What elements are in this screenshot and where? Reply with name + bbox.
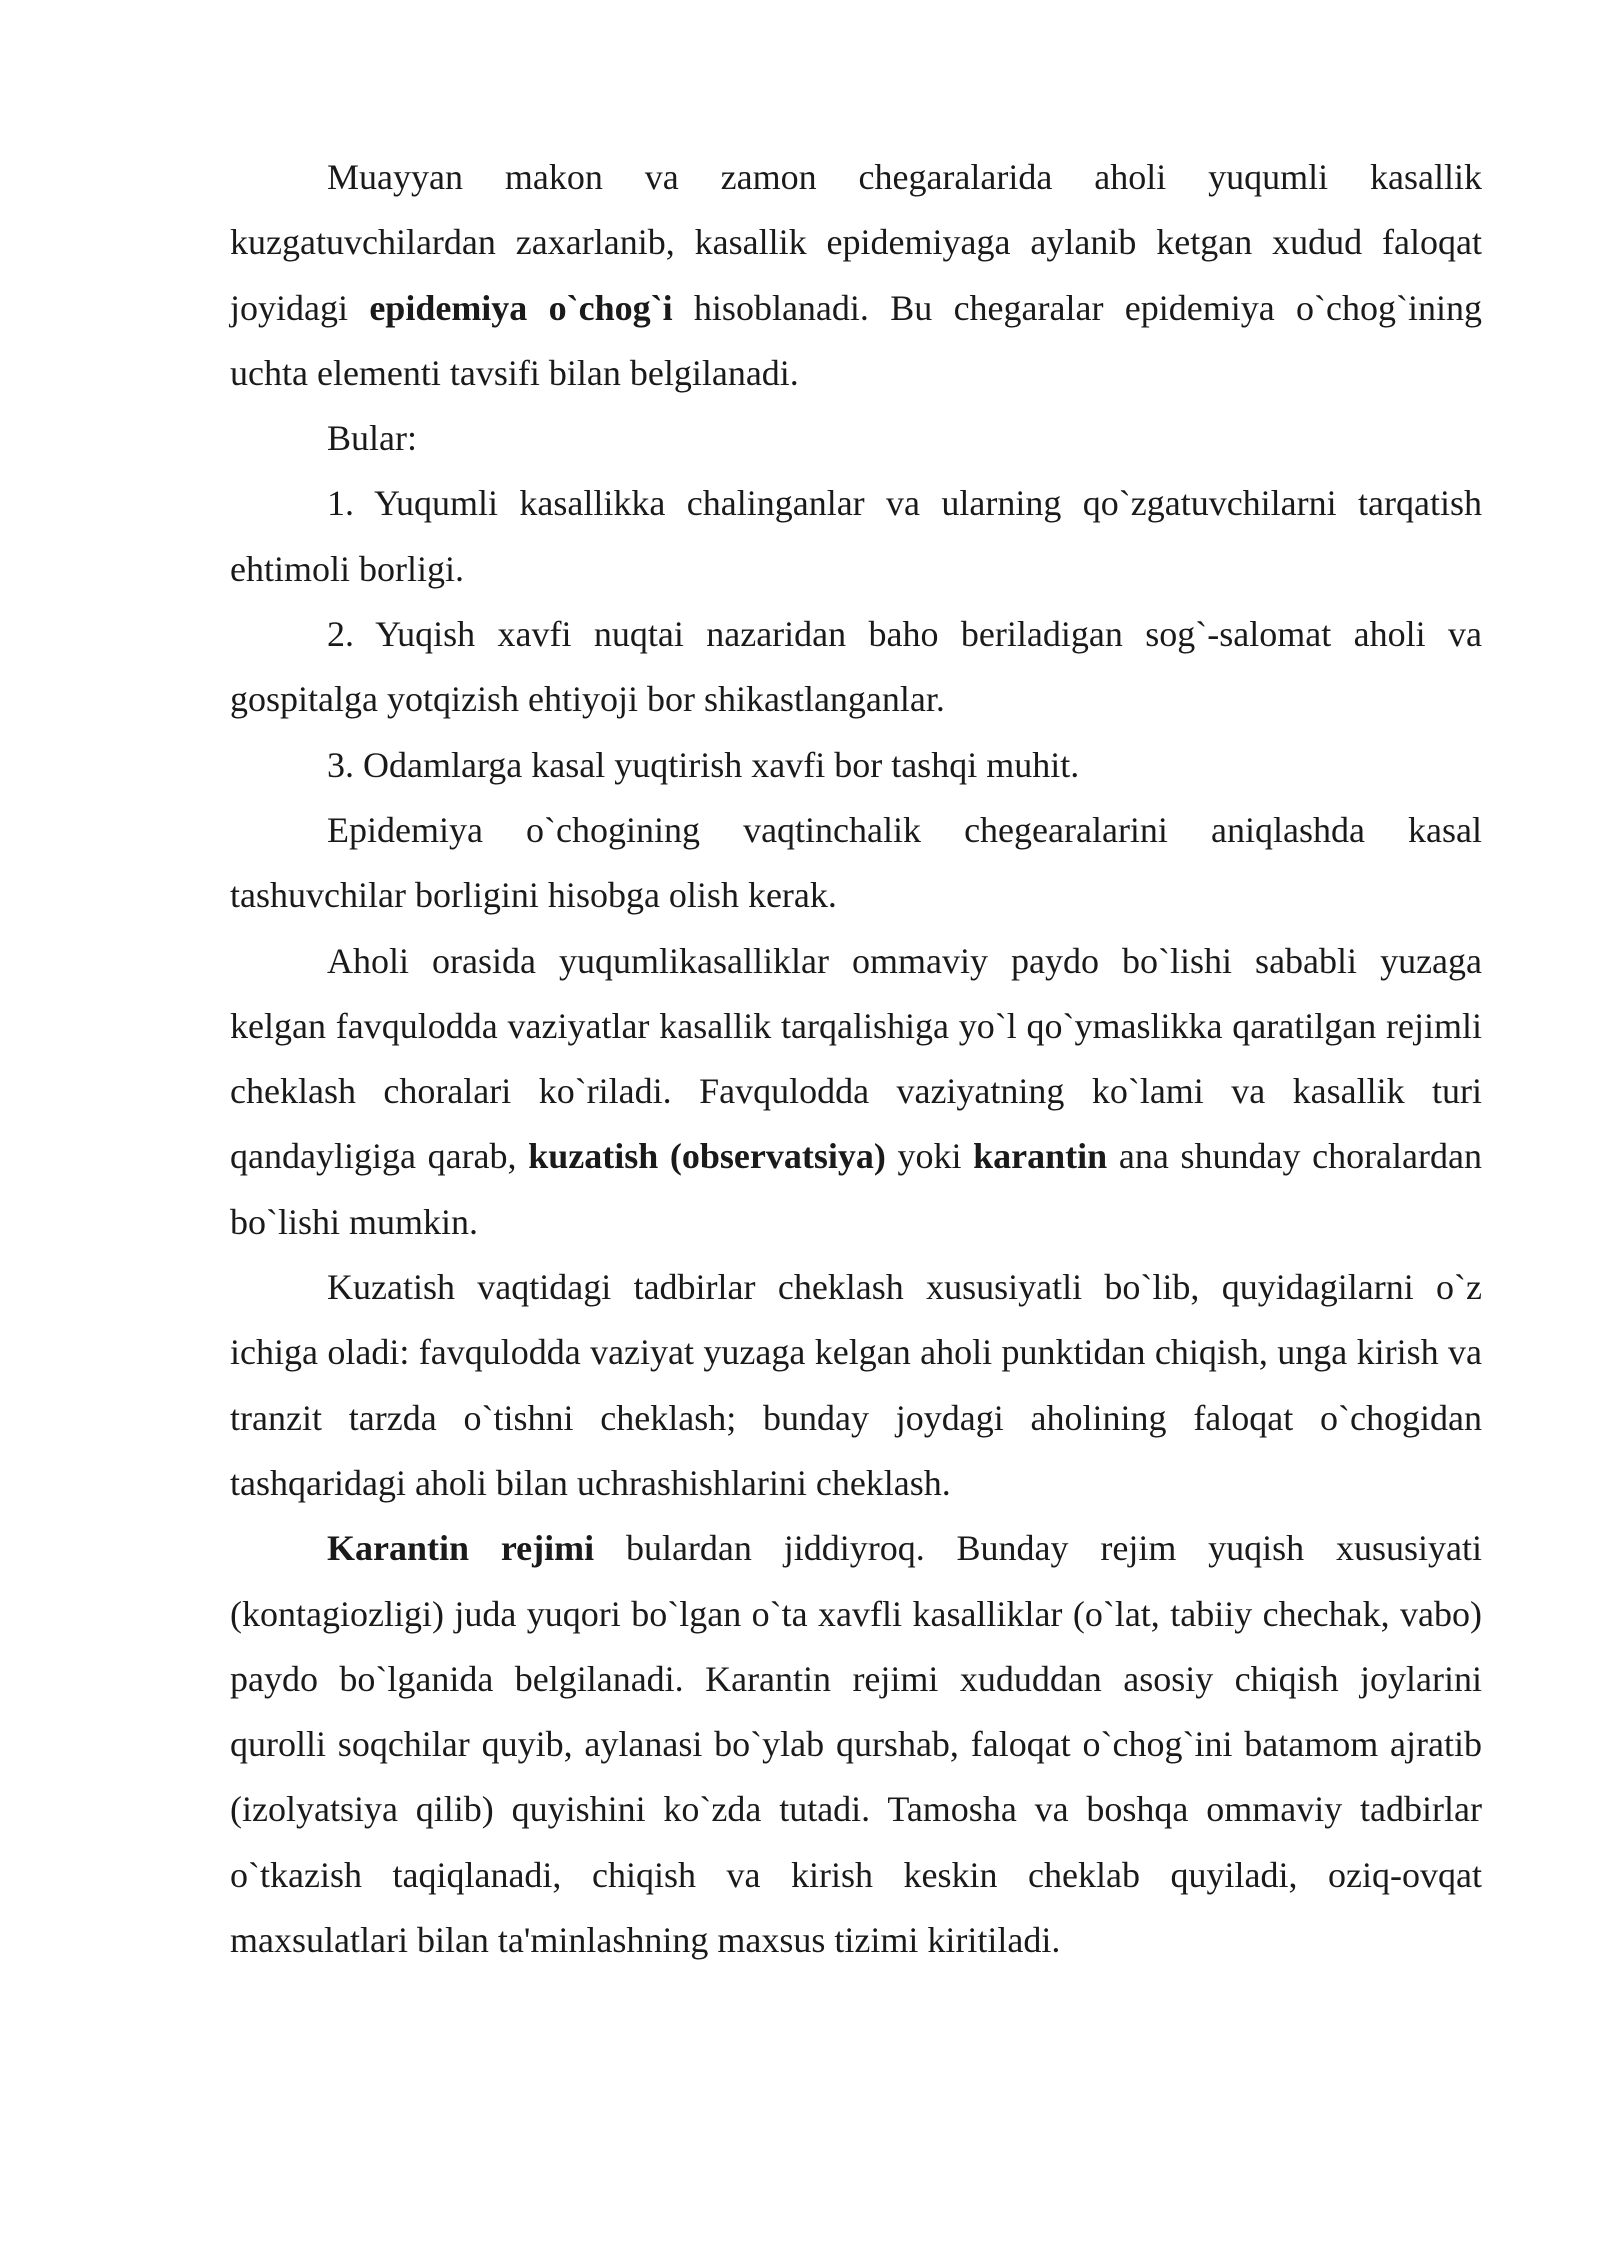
paragraph-text: ana shunday choralardan bo`lishi mumkin. — [230, 1136, 1482, 1242]
paragraph-text: Bular: — [327, 418, 417, 459]
paragraph-6 — [230, 798, 1482, 929]
paragraph-text: bulardan jiddiyroq. Bunday rejim yuqish xususiyati (kontagiozligi) juda yuqori bo`lgan o`ta xavfli kasalliklar (o`lat, tabiiy chechak, vabo) paydo bo`lganida belgilanadi. Karantin rejimi xududdan asosiy chiqish joylarini qurolli soqchilar quyib, aylanasi bo`ylab qurshab, faloqat o`chog`ini batamom ajratib (izolyatsiya qilib) quyishini ko`zda tutadi. Tamosha va boshqa ommaviy tadbirlar o`tkazish taqiqlanadi, chiqish va kirish keskin cheklab quyiladi, oziq-ovqat maxsulatlari bilan ta'minlashning maxsus tizimi kiritiladi. — [230, 1528, 1482, 1961]
paragraph-text: 1. Yuqumli kasallikka chalinganlar va ularning qo`zgatuvchilarni tarqatish ehtimoli borligi. — [230, 483, 1482, 589]
paragraph-text: 2. Yuqish xavfi nuqtai nazaridan baho beriladigan sog`-salomat aholi va gospitalga yotqizish ehtiyoji bor shikastlanganlar. — [230, 614, 1482, 720]
paragraph-text: Aholi orasida yuqumlikasalliklar ommaviy paydo bo`lishi sababli yuzaga kelgan favqulodda vaziyatlar kasallik tarqalishiga yo`l qo`ymaslikka qaratilgan rejimli cheklash choralari ko`riladi. Favqulodda vaziyatning ko`lami va kasallik turi qandayligiga qarab, — [230, 940, 1482, 1177]
paragraph-text: Kuzatish vaqtidagi tadbirlar cheklash xususiyatli bo`lib, quyidagilarni o`z ichiga oladi: favqulodda vaziyat yuzaga kelgan aholi punktidan chiqish, unga kirish va tranzit tarzda o`tishni cheklash; bunday joydagi aholining faloqat o`chogidan tashqaridagi aholi bilan uchrashishlarini cheklash. — [230, 1267, 1482, 1503]
paragraph-8 — [230, 1255, 1482, 1516]
paragraph-text: yoki — [885, 1136, 974, 1177]
paragraph-2 — [230, 406, 1482, 471]
paragraph-text: Muayyan makon va zamon chegaralarida aholi yuqumli kasallik kuzgatuvchilardan zaxarlanib, kasallik epidemiyaga aylanib ketgan xudud faloqat joyidagi — [230, 157, 1482, 328]
paragraph-text: hisoblanadi. Bu chegaralar epidemiya o`chog`ining uchta elementi tavsifi bilan belgilanadi. — [230, 287, 1482, 393]
bold-term: Karantin rejimi — [327, 1528, 595, 1569]
paragraph-5 — [230, 733, 1482, 798]
paragraph-3 — [230, 471, 1482, 602]
bold-term: epidemiya o`chog`i — [369, 287, 673, 328]
paragraph-9 — [230, 1516, 1482, 1973]
paragraph-text: Epidemiya o`chogining vaqtinchalik chegearalarini aniqlashda kasal tashuvchilar borligini hisobga olish kerak. — [230, 809, 1482, 916]
paragraph-1 — [230, 145, 1482, 406]
bold-term: kuzatish (observatsiya) — [528, 1136, 886, 1177]
document-page — [230, 145, 1482, 1973]
paragraph-7 — [230, 929, 1482, 1255]
paragraph-text: 3. Odamlarga kasal yuqtirish xavfi bor tashqi muhit. — [327, 744, 1080, 785]
paragraph-4 — [230, 602, 1482, 733]
bold-term: karantin — [973, 1136, 1108, 1177]
